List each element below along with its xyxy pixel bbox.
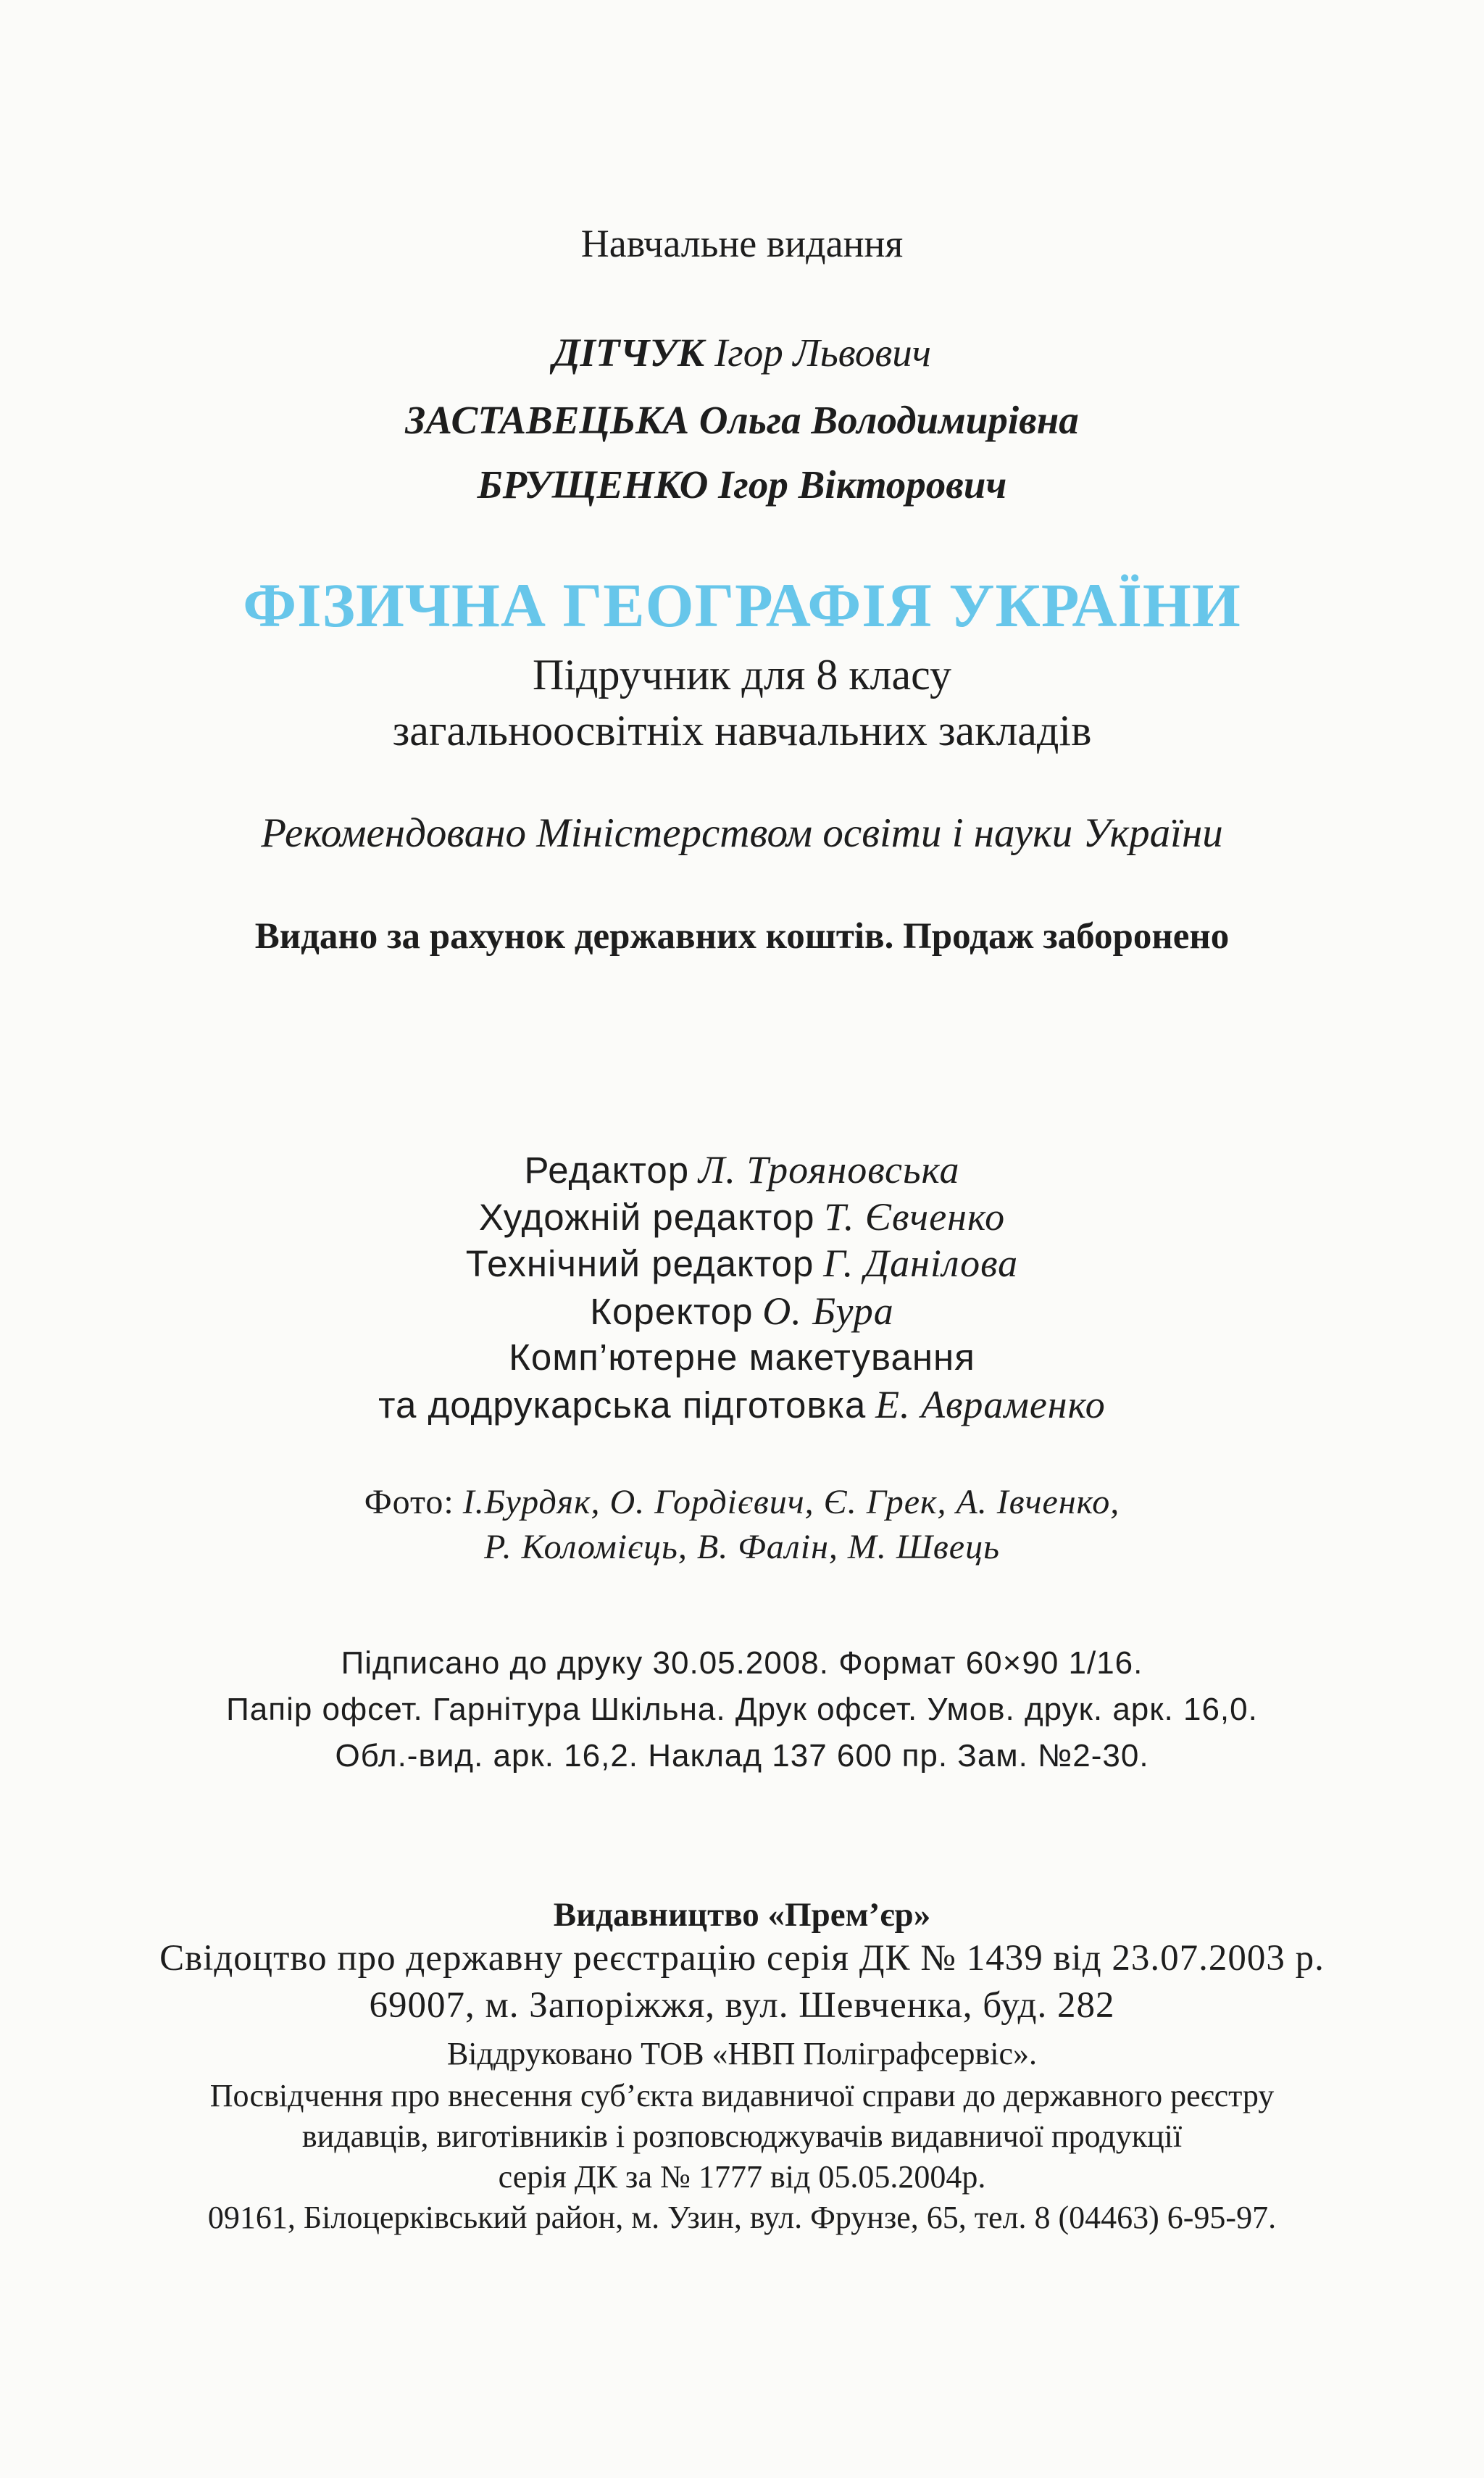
publisher-registration: Свідоцтво про державну реєстрацію серія ДК № 1439 від 23.07.2003 р. [159,1938,1325,1979]
printer-line-1: Віддруковано ТОВ «НВП Поліграфсервіс». [446,2036,1038,2071]
author-3-given: Ігор Вікторович [718,462,1007,507]
book-subtitle-line-1: Підручник для 8 класу [533,651,951,699]
author-2 [0,397,1484,443]
credit-role: Художній редактор [478,1197,815,1238]
author-3 [0,462,1484,507]
author-1-given: Ігор Львович [714,330,932,375]
credit-name: Е. Авраменко [875,1383,1106,1426]
credit-name: Л. Трояновська [698,1148,960,1192]
credit-name: Т. Євченко [824,1195,1006,1239]
printer-line-4: серія ДК за № 1777 від 05.05.2004р. [498,2159,986,2195]
imprint-line-3: Обл.-вид. арк. 16,2. Наклад 137 600 пр. Зам. №2-30. [335,1738,1149,1774]
printer-line-5: 09161, Білоцерківський район, м. Узин, вул. Фрунзе, 65, тел. 8 (04463) 6-95-97. [207,2200,1277,2235]
credit-role: та додрукарська підготовка [378,1384,867,1426]
credit-technical-editor [0,1241,1484,1286]
credit-art-editor [0,1194,1484,1239]
credit-proofreader [0,1289,1484,1334]
photo-credits-line-1 [0,1482,1484,1522]
credit-role: Технічний редактор [465,1243,814,1284]
printer-line-2: Посвідчення про внесення суб’єкта видавничої справи до державного реєстру [209,2078,1275,2113]
publisher-name: Видавництво «Прем’єр» [553,1896,931,1934]
author-1 [0,330,1484,375]
credit-role: Комп’ютерне макетування [509,1336,975,1378]
publisher-address: 69007, м. Запоріжжя, вул. Шевченка, буд. 282 [369,1985,1115,2026]
author-2-given: Ольга Володимирівна [699,398,1079,442]
author-3-surname: БРУЩЕНКО [477,462,709,507]
edition-label: Навчальне видання [580,222,904,265]
photo-names-1: І.Бурдяк, О. Гордієвич, Є. Грек, А. Івченко, [462,1483,1120,1521]
credit-editor [0,1147,1484,1192]
book-title: ФІЗИЧНА ГЕОГРАФІЯ УКРАЇНИ [243,570,1241,640]
credit-prepress [0,1382,1484,1427]
credit-name: Г. Данілова [823,1242,1019,1285]
credit-role: Коректор [590,1291,754,1332]
photo-label: Фото: [364,1483,454,1521]
credit-role: Редактор [524,1149,690,1191]
author-2-surname: ЗАСТАВЕЦЬКА [405,398,690,442]
imprint-line-1: Підписано до друку 30.05.2008. Формат 60×90 1/16. [341,1645,1143,1681]
imprint-line-2: Папір офсет. Гарнітура Шкільна. Друк офсет. Умов. друк. арк. 16,0. [226,1692,1258,1727]
book-subtitle-line-2: загальноосвітніх навчальних закладів [392,707,1092,754]
photo-credits-line-2: Р. Коломієць, В. Фалін, М. Швець [484,1528,1000,1566]
credit-name: О. Бура [762,1289,894,1333]
credit-layout [0,1336,1484,1379]
author-1-surname: ДІТЧУК [552,330,705,375]
state-funding-notice: Видано за рахунок державних коштів. Продаж заборонено [254,916,1230,957]
printer-line-3: видавців, виготівників і розповсюджувачів видавничої продукції [301,2119,1183,2154]
ministry-recommendation: Рекомендовано Міністерством освіти і науки України [261,810,1223,856]
